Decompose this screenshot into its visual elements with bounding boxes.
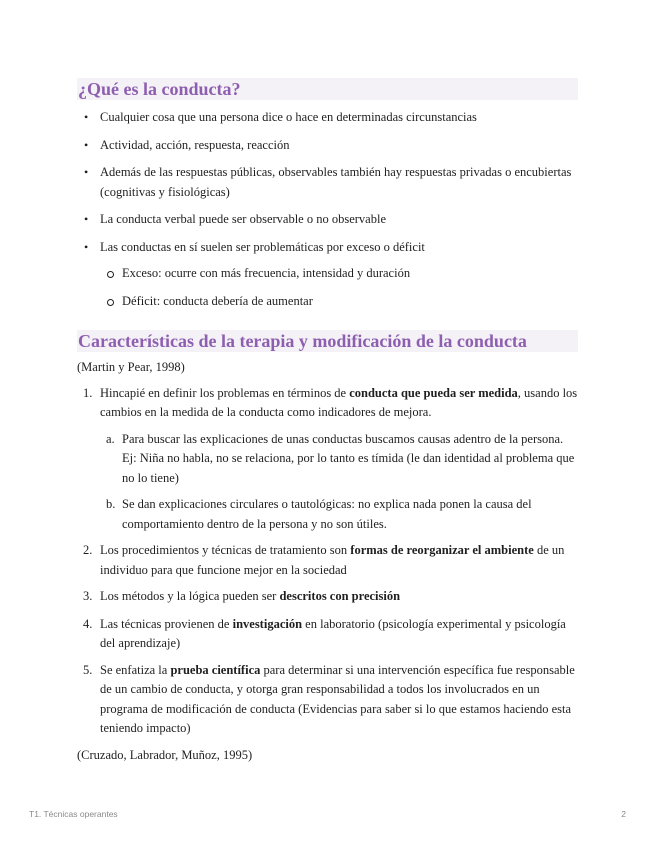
sub-list-item: Exceso: ocurre con más frecuencia, intensidad y duración [77,264,578,284]
list-item: • Cualquier cosa que una persona dice o hace en determinadas circunstancias [77,108,578,128]
emphasis: descritos con precisión [279,589,401,603]
item-number: 5. [83,662,93,677]
numbered-item: 1. Hincapié en definir los problemas en términos de conducta que pueda ser medida, usando los cambios en la medida de la conducta como indicadores de mejora. [83,385,578,419]
item-number: 2. [83,543,93,557]
numbered-item: 2. Los procedimientos y técnicas de tratamiento son formas de reorganizar el ambiente de un individuo para que funcione mejor en la sociedad [83,543,565,577]
section-heading-caracteristicas: Características de la terapia y modificación de la conducta [77,330,578,352]
bullet-list [77,108,578,311]
document-body [77,78,578,765]
numbered-item: 5. Se enfatiza la prueba científica para determinar si una intervención específica fue responsable de un cambio de conducta, y otorga gran responsabilidad a todos los involucrados en un programa de modificación de conducta (Evidencias para saber si lo que estamos haciendo esta teniendo impacto) [83,662,575,735]
numbered-list [77,384,578,739]
emphasis: formas de reorganizar el ambiente [350,543,534,557]
emphasis: prueba científica [170,662,261,677]
sub-list-item: Déficit: conducta debería de aumentar [77,292,578,312]
list-item: • Además de las respuestas públicas, observables también hay respuestas privadas o encubiertas (cognitivas y fisiológicas) [77,163,578,202]
lettered-item: b. Se dan explicaciones circulares o tautológicas: no explica nada ponen la causa del comportamiento dentro de la persona y no son útiles. [106,497,532,531]
footer-chapter-title: T1. Técnicas operantes [29,809,118,819]
citation-source: (Martin y Pear, 1998) [77,360,185,374]
list-item: • Actividad, acción, respuesta, reacción [77,136,578,156]
emphasis: investigación [232,616,303,631]
item-letter: b. [106,497,116,511]
item-number: 4. [83,616,93,631]
item-number: 1. [83,385,93,400]
citation-source: (Cruzado, Labrador, Muñoz, 1995) [77,747,253,762]
numbered-item: 4. Las técnicas provienen de investigación en laboratorio (psicología experimental y psicología del aprendizaje) [83,616,566,650]
emphasis: conducta que pueda ser medida [349,385,518,400]
numbered-item: 3. Los métodos y la lógica pueden ser descritos con precisión [77,587,578,607]
list-item: • La conducta verbal puede ser observable o no observable [77,210,578,230]
list-item: • Las conductas en sí suelen ser problemáticas por exceso o déficit [77,238,578,258]
item-letter: a. [106,431,115,446]
item-number: 3. [83,589,93,603]
section-heading-conducta: ¿Qué es la conducta? [77,78,578,100]
lettered-item: a. Para buscar las explicaciones de unas conductas buscamos causas adentro de la persona. Ej: Niña no habla, no se relaciona, por lo tanto es tímida (le dan identidad al problema que no lo tiene) [106,431,575,485]
page-number: 2 [621,809,626,819]
